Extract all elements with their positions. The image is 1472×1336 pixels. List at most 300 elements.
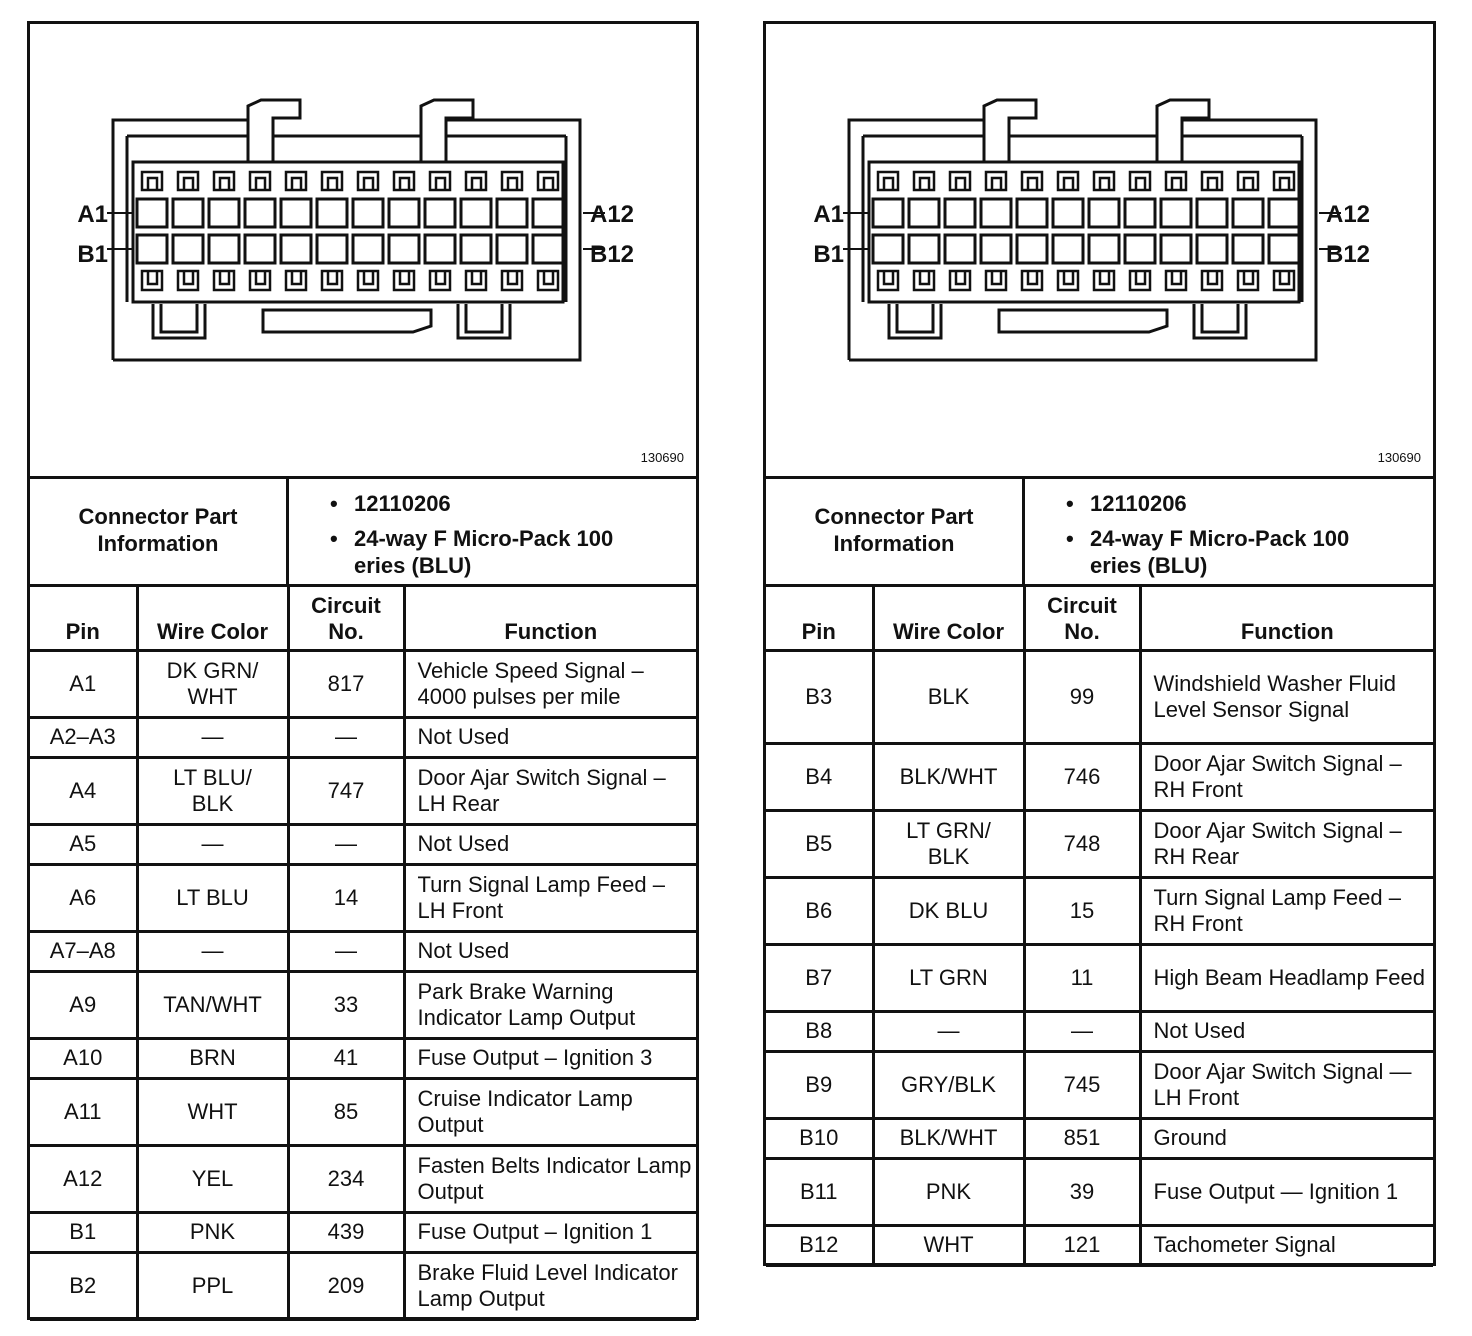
pin-cell-text: B1 [69,1219,97,1244]
latch-tab-bottom [178,271,198,290]
figure-number: 130690 [640,450,684,465]
key-center [999,310,1167,332]
function-cell-text: Cruise Indicator Lamp Output [417,1085,633,1137]
circuit-cell-text: 39 [1069,1178,1095,1204]
latch-left [248,100,300,162]
latch-tab-top [178,172,198,190]
circuit-cell [1024,1118,1140,1158]
wire-color-cell [137,1145,288,1212]
pin-b-terminal [1053,235,1083,263]
wire-color-cell-text: LT BLU/ BLK [173,764,252,816]
latch-tab-top [1274,172,1294,190]
header-circuit-no [1024,584,1140,650]
wire-color-cell-text: WHT [923,1232,974,1257]
wire-color-cell-text: WHT [187,1098,238,1124]
function-cell [404,650,696,717]
circuit-cell-text: 11 [1070,964,1094,990]
wire-color-cell [873,1051,1024,1118]
circuit-cell-text: 851 [1063,1125,1101,1150]
latch-tab-bottom [430,271,450,290]
connector-part-info-label [766,476,1025,584]
circuit-cell [288,971,404,1038]
pin-a-terminal [245,199,275,227]
latch-tab-bottom [466,271,486,290]
function-cell [404,824,696,864]
pin-b-terminal [317,235,347,263]
function-cell-text: Ground [1153,1125,1227,1150]
latch-tab-bottom [538,271,558,290]
table-row [30,864,696,931]
table-row [766,1118,1433,1158]
pin-a-terminal [945,199,975,227]
pin-b-terminal [281,235,311,263]
pin-b-terminal [1089,235,1119,263]
pin-a-terminal [1269,199,1299,227]
latch-tab-top [1058,172,1078,190]
pin-cell [766,810,873,877]
circuit-cell [1024,1158,1140,1225]
latch-tab-top [286,172,306,190]
circuit-cell [1024,877,1140,944]
wire-color-cell-text: PNK [189,1219,236,1244]
wire-color-cell [873,743,1024,810]
table-row [30,931,696,971]
wire-color-cell-text: — [201,831,224,856]
pin-a-terminal [425,199,455,227]
function-cell-text: Vehicle Speed Signal – 4000 pulses per mile [417,657,644,709]
wire-color-cell [137,1038,288,1078]
pin-cell-text: B7 [805,964,833,990]
circuit-cell-text: 745 [1063,1071,1101,1097]
pin-a-terminal [1197,199,1227,227]
table-row [766,743,1433,810]
circuit-cell-text: — [335,724,357,749]
header-pin: Pin [30,584,137,650]
pin-cell [766,743,873,810]
wire-color-cell-text: YEL [191,1165,234,1191]
pin-b-terminal [389,235,419,263]
wire-color-cell-text: LT GRN/ BLK [906,817,991,869]
latch-tab-top [214,172,234,190]
latch-tab-top [430,172,450,190]
pin-b-terminal [137,235,167,263]
pin-a-terminal [137,199,167,227]
function-cell [404,864,696,931]
pin-a-terminal [281,199,311,227]
latch-tab-bottom [142,271,162,290]
function-cell-text: Door Ajar Switch Signal – RH Rear [1153,817,1402,869]
pin-cell-text: B6 [805,897,833,923]
wire-color-cell-text: TAN/WHT [163,991,262,1017]
pin-a-terminal [1017,199,1047,227]
pin-b-terminal [1161,235,1191,263]
pin-cell-text: B12 [799,1232,839,1257]
latch-tab-bottom [1022,271,1042,290]
pin-cell [30,931,137,971]
pin-cell [30,971,137,1038]
function-cell [1140,810,1433,877]
pin-cell-text: A5 [69,831,97,856]
latch-tab-top [1022,172,1042,190]
latch-tab-bottom [322,271,342,290]
latch-tab-top [986,172,1006,190]
pin-a-terminal [1233,199,1263,227]
table-row [766,650,1433,743]
connector-description: • 24-way F Micro-Pack 100 eries (BLU) [1066,525,1400,579]
table-row [766,1011,1433,1051]
pin-cell [30,1145,137,1212]
wire-color-cell [137,931,288,971]
wire-color-cell [137,757,288,824]
circuit-cell [1024,743,1140,810]
pin-cell-text: B8 [805,1018,833,1043]
connector-diagram [30,24,696,479]
function-cell [1140,1158,1433,1225]
function-cell [404,931,696,971]
function-cell-text: Door Ajar Switch Signal – LH Rear [417,764,666,816]
pin-cell [766,1225,873,1265]
latch-tab-bottom [286,271,306,290]
wire-color-cell [873,877,1024,944]
pin-a-terminal [533,199,563,227]
pin-b-terminal [1197,235,1227,263]
header-circuit-no-text: Circuit No. [311,592,381,644]
function-cell [1140,1225,1433,1265]
table-row [766,1225,1433,1265]
table-row [30,650,696,717]
figure-number: 130690 [1377,450,1421,465]
function-cell-text: Turn Signal Lamp Feed – RH Front [1153,884,1401,936]
pin-a-terminal [1053,199,1083,227]
function-cell-text: Not Used [1153,1018,1246,1043]
wire-color-cell [137,971,288,1038]
pin-b-terminal [981,235,1011,263]
header-circuit-no [288,584,404,650]
connector-description: • 24-way F Micro-Pack 100 eries (BLU) [330,525,664,579]
header-pin: Pin [766,584,873,650]
circuit-cell-text: 99 [1069,683,1095,709]
wire-color-cell [873,1158,1024,1225]
wire-color-cell-text: DK GRN/ WHT [166,657,259,709]
key-center [263,310,431,332]
function-cell [1140,944,1433,1011]
header-function: Function [1140,584,1433,650]
pin-cell-text: A4 [69,777,97,803]
circuit-cell [1024,1011,1140,1051]
pin-a-terminal [1161,199,1191,227]
function-cell-text: Brake Fluid Level Indicator Lamp Output [417,1259,678,1311]
connector-outline [107,100,605,360]
connector-part-info [766,476,1433,587]
function-cell [1140,743,1433,810]
latch-tab-top [1094,172,1114,190]
circuit-cell [1024,650,1140,743]
circuit-cell [288,717,404,757]
circuit-cell [1024,944,1140,1011]
latch-tab-bottom [986,271,1006,290]
latch-tab-bottom [1202,271,1222,290]
wire-color-cell [873,1118,1024,1158]
function-cell-text: Fuse Output – Ignition 3 [417,1045,653,1070]
pin-b-terminal [425,235,455,263]
latch-tab-bottom [878,271,898,290]
wire-color-cell [137,864,288,931]
circuit-cell-text: 209 [327,1272,365,1298]
connector-panel-left [27,21,699,1320]
pin-leader-lines [843,213,1341,249]
key-right [458,304,510,338]
pin-leader-lines [107,213,605,249]
circuit-cell-text: — [1071,1018,1093,1043]
pin-b-terminal [353,235,383,263]
label-b12: B12 [590,241,635,268]
latch-tab-top [394,172,414,190]
function-cell [404,1038,696,1078]
pin-cell [766,1118,873,1158]
circuit-cell [288,1252,404,1319]
header-wire-color: Wire Color [137,584,288,650]
function-cell-text: Not Used [417,724,510,749]
function-cell-text: High Beam Headlamp Feed [1153,964,1425,990]
wire-color-cell-text: — [937,1018,960,1043]
function-cell [1140,1011,1433,1051]
pin-cell [30,650,137,717]
pin-cell-text: A2–A3 [49,724,116,749]
circuit-cell-text: 747 [327,777,365,803]
function-cell [1140,650,1433,743]
pin-cell-text: B4 [805,763,833,789]
pin-cell [30,1212,137,1252]
header-function: Function [404,584,696,650]
part-number: • 12110206 [1066,490,1400,517]
wire-color-cell [137,824,288,864]
pin-b-terminal [461,235,491,263]
label-a1: A1 [813,201,844,228]
circuit-cell-text: 234 [327,1165,365,1191]
wire-color-cell-text: DK BLU [908,897,989,923]
table-row [766,1051,1433,1118]
circuit-cell-text: 33 [333,991,359,1017]
pin-a-terminal [389,199,419,227]
pin-b-terminal [173,235,203,263]
connector-part-info [30,476,696,587]
wire-color-cell-text: PPL [191,1272,234,1298]
latch-tab-bottom [394,271,414,290]
wire-color-cell [873,650,1024,743]
label-b1: B1 [77,241,108,268]
pin-cell-text: B3 [805,683,833,709]
function-cell-text: Windshield Washer Fluid Level Sensor Signal [1153,670,1396,722]
function-cell-text: Not Used [417,831,510,856]
table-row [766,810,1433,877]
table-row [766,944,1433,1011]
pin-b-terminal [1017,235,1047,263]
wire-color-cell [137,1078,288,1145]
wire-color-cell-text: GRY/BLK [901,1071,996,1097]
latch-tab-top [358,172,378,190]
wire-color-cell [873,1225,1024,1265]
connector-outline [843,100,1341,360]
function-cell [404,971,696,1038]
pin-a-terminal [1125,199,1155,227]
pin-cell [766,650,873,743]
latch-tab-top [250,172,270,190]
function-cell [1140,877,1433,944]
label-b12: B12 [1326,241,1371,268]
pin-cell [30,824,137,864]
latch-tab-top [1202,172,1222,190]
pin-b-terminal [209,235,239,263]
latch-tab-bottom [502,271,522,290]
function-cell [1140,1118,1433,1158]
circuit-cell [288,757,404,824]
circuit-cell-text: 746 [1063,763,1101,789]
pin-b-terminal [945,235,975,263]
latch-tab-top [914,172,934,190]
pin-cell-text: B10 [799,1125,839,1150]
pin-cell-text: B9 [805,1071,833,1097]
pin-a-terminal [909,199,939,227]
circuit-cell-text: 748 [1063,830,1101,856]
latch-tab-bottom [1130,271,1150,290]
function-cell [404,1145,696,1212]
pin-cell [766,1051,873,1118]
table-row [30,1252,696,1319]
connector-face-diagram [766,24,1439,476]
wire-color-cell [873,1011,1024,1051]
pin-cell-text: A12 [63,1165,103,1191]
latch-right [1157,100,1209,162]
pin-a-terminal [873,199,903,227]
table-row [766,877,1433,944]
circuit-cell-text: 817 [327,670,365,696]
wire-color-cell [137,717,288,757]
latch-tab-bottom [1094,271,1114,290]
latch-tab-top [1130,172,1150,190]
circuit-cell [1024,810,1140,877]
pin-b-terminal [245,235,275,263]
connector-part-info-label [30,476,289,584]
circuit-cell-text: — [335,938,357,963]
table-row [30,757,696,824]
function-cell-text: Door Ajar Switch Signal — LH Front [1153,1058,1412,1110]
pin-a-terminal [461,199,491,227]
table-row [30,1212,696,1252]
pin-a-terminal [353,199,383,227]
circuit-cell [1024,1051,1140,1118]
circuit-cell-text: — [335,831,357,856]
latch-tab-bottom [1274,271,1294,290]
function-cell [404,757,696,824]
circuit-cell-text: 15 [1069,897,1095,923]
pin-cell [30,864,137,931]
latch-tab-bottom [950,271,970,290]
function-cell [1140,1051,1433,1118]
function-cell-text: Fuse Output – Ignition 1 [417,1219,653,1244]
wire-color-cell-text: LT BLU [176,884,249,910]
pin-cell-text: A11 [63,1098,102,1124]
pin-cell [30,1252,137,1319]
pin-a-terminal [209,199,239,227]
connector-part-info-label-text: Connector Part Information [78,504,238,556]
table-row [30,1145,696,1212]
wire-color-cell-text: — [201,938,224,963]
latch-tab-top [950,172,970,190]
pinout-table [766,584,1433,1267]
circuit-cell [288,1038,404,1078]
wire-color-cell-text: PNK [925,1178,972,1204]
latch-tab-bottom [914,271,934,290]
pin-cell-text: A9 [69,991,97,1017]
latch-tab-top [142,172,162,190]
latch-tab-top [1166,172,1186,190]
table-row [30,971,696,1038]
wire-color-cell-text: BLK/WHT [899,763,998,789]
connector-face-diagram [30,24,702,476]
latch-tab-bottom [1238,271,1258,290]
circuit-cell [288,931,404,971]
latch-tab-bottom [214,271,234,290]
latch-tab-top [538,172,558,190]
header-circuit-no-text: Circuit No. [1047,592,1117,644]
label-a12: A12 [590,201,635,228]
function-cell [404,1078,696,1145]
latch-tab-bottom [250,271,270,290]
circuit-cell [1024,1225,1140,1265]
part-number: • 12110206 [330,490,664,517]
pin-cell [766,877,873,944]
connector-panel-right [763,21,1436,1266]
wire-color-cell-text: BLK [927,683,970,709]
wire-color-cell [137,1252,288,1319]
key-left [153,304,205,338]
latch-tab-top [1238,172,1258,190]
latch-left [984,100,1036,162]
function-cell-text: Fasten Belts Indicator Lamp Output [417,1152,692,1204]
label-a1: A1 [77,201,108,228]
pin-cell [30,1078,137,1145]
key-right [1194,304,1246,338]
wire-color-cell [873,810,1024,877]
table-row [30,1038,696,1078]
wire-color-cell-text: BLK/WHT [899,1125,998,1150]
wire-color-cell [137,1212,288,1252]
latch-right [421,100,473,162]
table-row [766,1158,1433,1225]
pin-cell [766,1011,873,1051]
circuit-cell-text: 121 [1063,1232,1101,1257]
header-wire-color: Wire Color [873,584,1024,650]
pin-cell [766,1158,873,1225]
connector-diagram [766,24,1433,479]
connector-part-info-list [1066,490,1400,587]
latch-tab-top [322,172,342,190]
pin-b-terminal [497,235,527,263]
pin-a-terminal [317,199,347,227]
latch-tab-bottom [358,271,378,290]
function-cell [404,1212,696,1252]
circuit-cell [288,1212,404,1252]
pin-cell-text: A10 [63,1045,103,1070]
circuit-cell-text: 41 [333,1045,359,1070]
pinout-table [30,584,696,1321]
pin-b-terminal [873,235,903,263]
circuit-cell [288,1145,404,1212]
pin-b-terminal [1269,235,1299,263]
table-row [30,1078,696,1145]
pin-b-terminal [1125,235,1155,263]
latch-tab-bottom [1166,271,1186,290]
